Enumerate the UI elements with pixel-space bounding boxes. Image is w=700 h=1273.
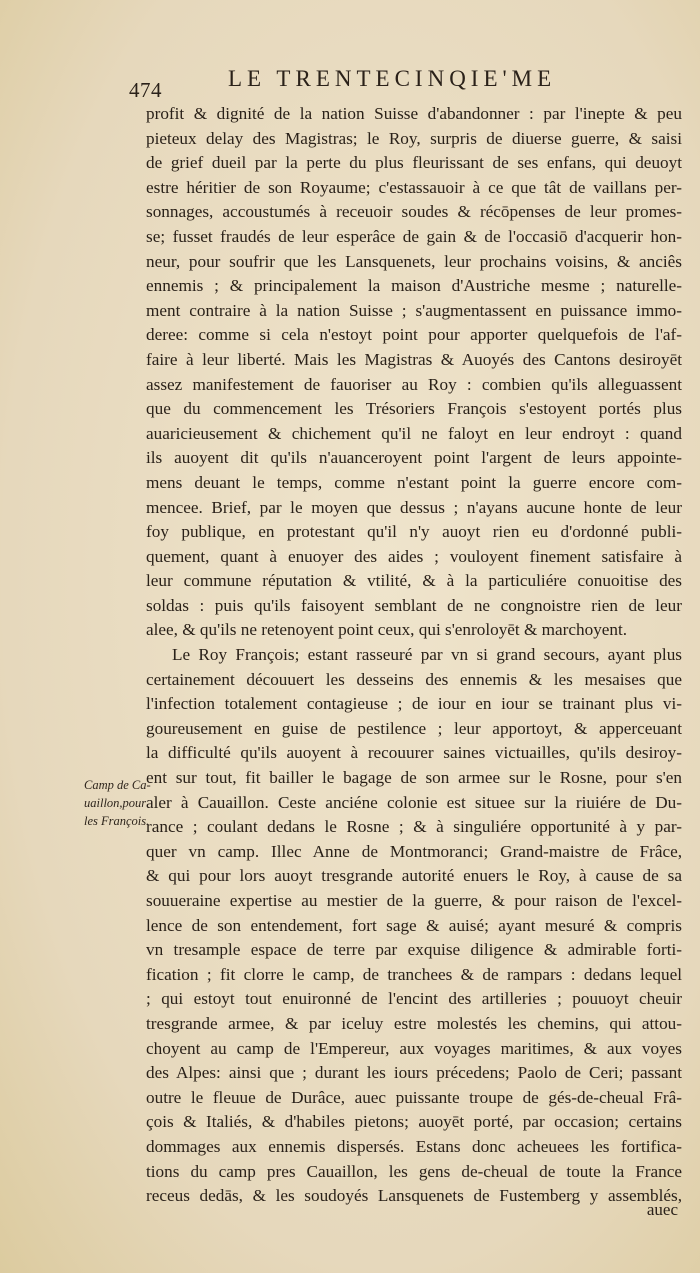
page-number: 474 [129, 78, 162, 102]
text-line: neur, pour soufrir que les Lansquenets, leur prochains voisins, & anciês [146, 251, 682, 271]
text-line: auaricieusement & chichement qu'il ne faloyt en leur endroyt : quand [146, 423, 682, 443]
text-line: de grief dueil par la perte du plus fleurissant de ses enfans, qui deuoyt [146, 153, 682, 173]
text-line: vn tresample espace de terre par exquise diligence & admirable forti- [146, 940, 682, 960]
text-line: çois & Italiés, & d'habiles pietons; auoyēt porté, par occasion; certains [146, 1112, 682, 1132]
text-line: leur commune réputation & vtilité, & à la particuliére conuoitise des [146, 571, 682, 591]
text-line: la difficulté qu'ils auoyent à recouurer saines victuailles, qu'ils desiroy- [146, 743, 682, 763]
text-line: quer vn camp. Illec Anne de Montmoranci; Grand-maistre de Frâce, [146, 841, 682, 861]
text-line: lence de son entendement, fort sage & auisé; ayant mesuré & compris [146, 915, 682, 935]
text-line: & qui pour lors auoyt tresgrande autorité enuers le Roy, à cause de sa [146, 866, 682, 886]
text-line: ; qui estoyt tout enuironné de l'encint des artilleries ; pouuoyt cheuir [146, 989, 682, 1009]
text-line: aler à Cauaillon. Ceste anciéne colonie est situee sur la riuiére de Du- [146, 792, 682, 812]
text-line: assez manifestement de fauoriser au Roy : combien qu'ils alleguassent [146, 374, 682, 394]
text-line: ils auoyent dit qu'ils n'auanceroyent point l'argent de leurs appointe- [146, 448, 682, 468]
text-line: deree: comme si cela n'estoyt point pour apporter quelquefois de l'af- [146, 325, 682, 345]
text-line: dommages aux ennemis dispersés. Estans donc acheuees les fortifica- [146, 1136, 682, 1156]
text-line: pieteux delay des Magistras; le Roy, surpris de diuerse guerre, & saisi [146, 128, 682, 148]
text-line: faire à leur liberté. Mais les Magistras & Auoyés des Cantons desiroyēt [146, 349, 682, 369]
margin-note-line: Camp de Ca- [84, 778, 151, 792]
text-line: receus dedās, & les soudoyés Lansquenets de Fustemberg y assemblés, [146, 1186, 682, 1206]
text-line: profit & dignité de la nation Suisse d'abandonner : par l'inepte & peu [146, 104, 682, 123]
running-title: LE TRENTECINQIE'ME [228, 66, 557, 91]
catchword: auec [646, 1200, 678, 1219]
text-line: ment contraire à la nation Suisse ; s'augmentassent en puissance immo- [146, 300, 682, 320]
text-line: sonnages, accoustumés à receuoir soudes & récōpenses de leur promes- [146, 202, 682, 222]
text-line: Le Roy François; estant rasseuré par vn si grand secours, ayant plus [172, 645, 682, 665]
text-line: tresgrande armee, & par iceluy estre molestés les chemins, qui attou- [146, 1013, 682, 1033]
text-line: souueraine expertise au mestier de la guerre, & pour raison de l'excel- [146, 891, 682, 910]
text-line: que du commencement les Trésoriers François s'estoyent portés plus [146, 399, 682, 419]
text-line: ent sur tout, fit bailler le bagage de son armee sur le Rosne, pour s'en [146, 768, 682, 788]
text-line: se; fusset fraudés de leur esperâce de gain & de l'occasiō d'acquerir hon- [146, 226, 682, 246]
text-line: quement, quant à enuoyer des aides ; vouloyent finement satisfaire à [146, 546, 682, 566]
body-text [146, 102, 682, 1209]
text-line: estre héritier de son Royaume; c'estassauoir à ce que tât de vaillans per- [146, 177, 682, 197]
text-line: mencee. Brief, par le moyen que dessus ; n'ayans aucune honte de leur [146, 497, 682, 517]
text-line: ennemis ; & principalement la maison d'Austriche mesme ; naturelle- [146, 276, 682, 296]
text-line: des Alpes: ainsi que ; durant les iours précedens; Paolo de Ceri; passant [146, 1063, 682, 1083]
text-line: l'infection totalement contagieuse ; de iour en iour se trainant plus vi- [146, 694, 682, 714]
text-line: alee, & qu'ils ne retenoyent point ceux, qui s'enroloyēt & marchoyent. [146, 620, 628, 640]
text-line: choyent au camp de l'Empereur, aux voyages maritimes, & aux voyes [146, 1038, 682, 1058]
margin-note [84, 776, 151, 830]
text-line: foy publique, en protestant qu'il n'y auoyt rien eu d'ordonné publi- [146, 522, 682, 542]
text-line: tions du camp pres Cauaillon, les gens de-cheual de toute la France [146, 1161, 682, 1181]
text-line: goureusement en guise de pestilence ; leur apportoyt, & apperceuant [146, 718, 682, 738]
text-line: outre le fleuue de Durâce, auec puissante troupe de gés-de-cheual Frâ- [146, 1087, 682, 1107]
text-line: fication ; fit clorre le camp, de tranchees & de rampars : dedans lequel [146, 964, 682, 984]
text-line: mens deuant le temps, comme n'estant point la guerre encore com- [146, 472, 682, 492]
text-line: certainement découuert les desseins des ennemis & les mesaises que [146, 669, 682, 689]
text-line: soldas : puis qu'ils faisoyent semblant de ne congnoistre rien de leur [146, 595, 682, 615]
text-line: rance ; coulant dedans le Rosne ; & à singuliére opportunité à y par- [146, 817, 682, 837]
margin-note-line: les François. [84, 814, 150, 828]
margin-note-line: uaillon,pour [84, 796, 147, 810]
